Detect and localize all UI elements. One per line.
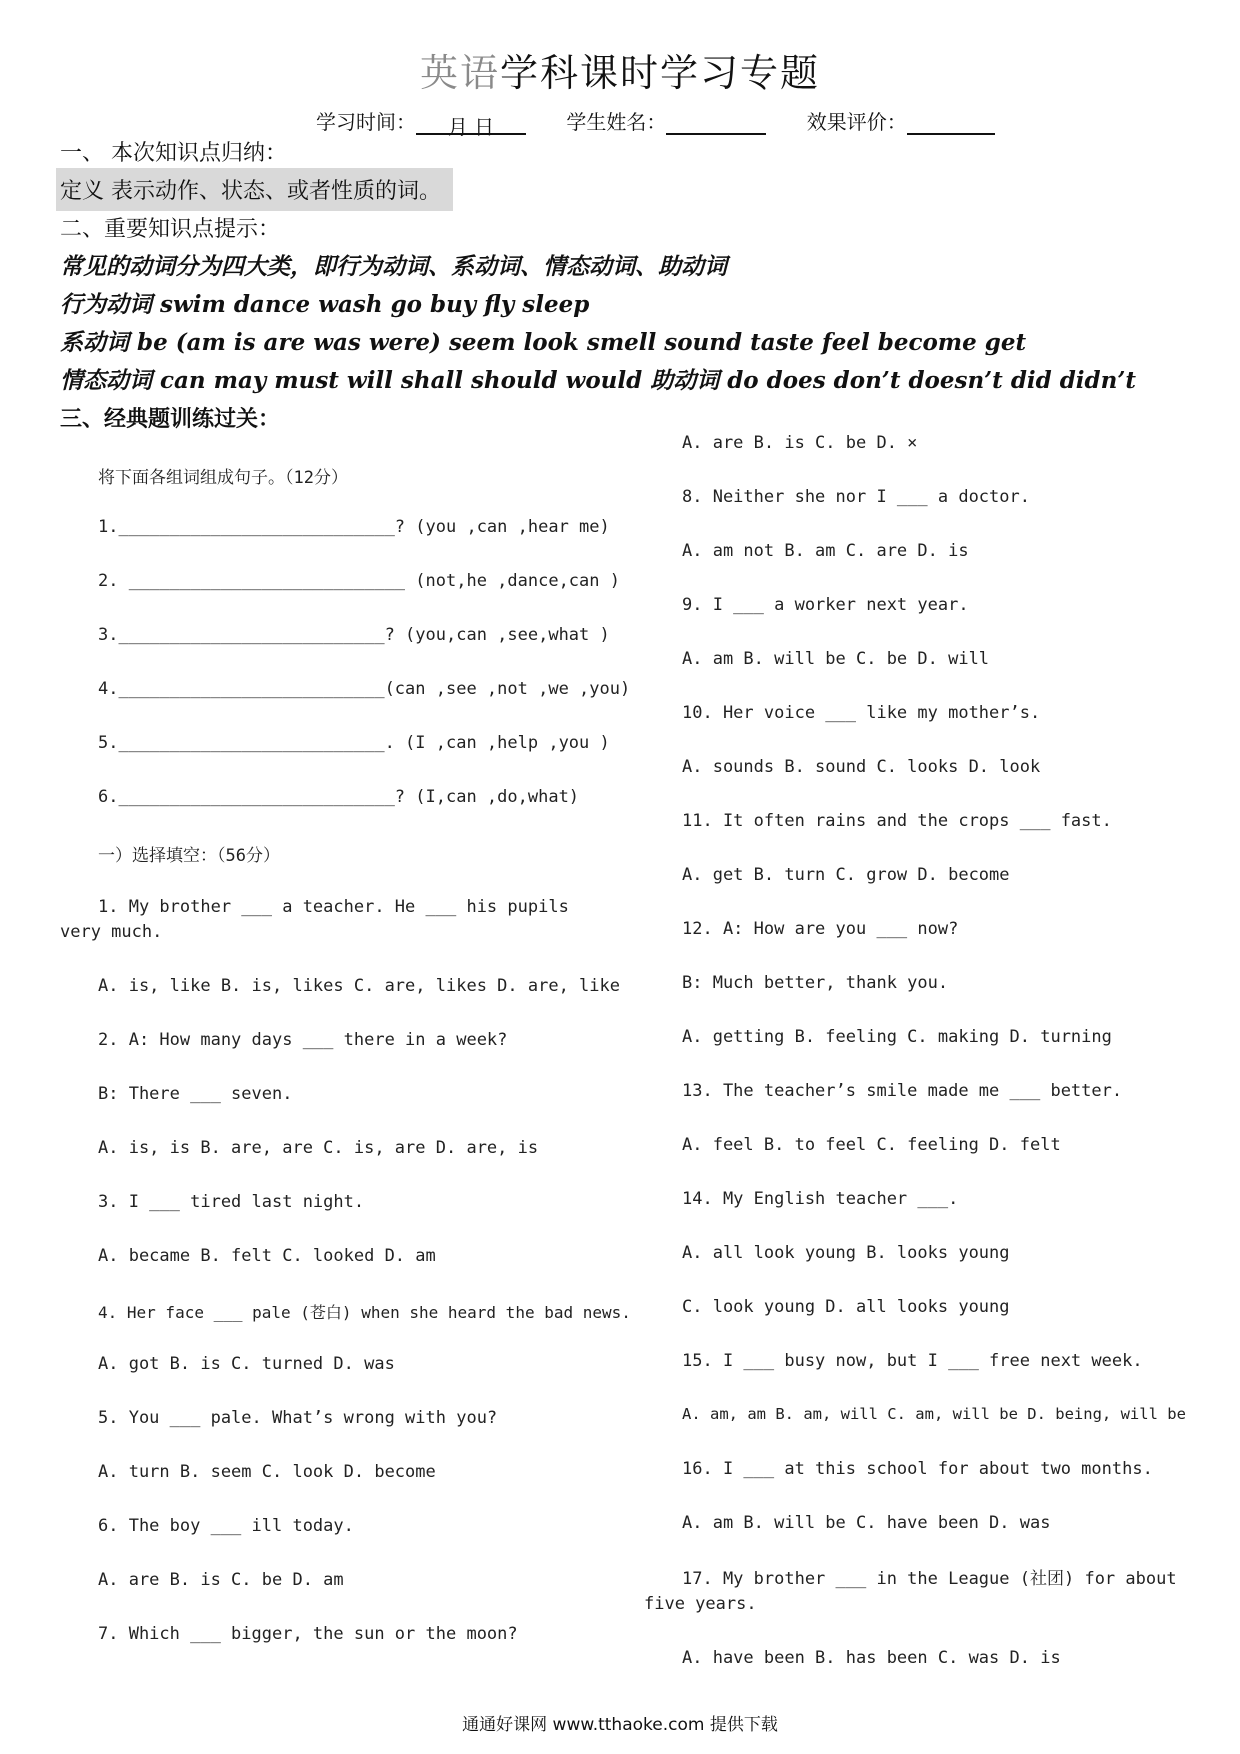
- list-item: 14. My English teacher ___.: [682, 1189, 959, 1209]
- list-item: B: There ___ seven.: [98, 1084, 293, 1104]
- list-item: A. got B. is C. turned D. was: [98, 1354, 395, 1374]
- footer-credit: 通通好课网 www.tthaoke.com 提供下载: [462, 1715, 778, 1735]
- evaluation-label: 效果评价：: [806, 110, 907, 134]
- list-item: C. look young D. all looks young: [682, 1297, 1010, 1317]
- list-item: A. getting B. feeling C. making D. turning: [682, 1027, 1112, 1047]
- list-item: 5.__________________________. (I ,can ,help ,you ): [98, 733, 610, 753]
- list-item: A. turn B. seem C. look D. become: [98, 1462, 436, 1482]
- key-point-line: 系动词 be (am is are was were) seem look smell sound taste feel become get: [60, 329, 1027, 356]
- list-item: A. am, am B. am, will C. am, will be D. being, will be: [682, 1405, 1186, 1423]
- key-point-line: 常见的动词分为四大类，即行为动词、系动词、情态动词、助动词: [60, 253, 727, 280]
- list-item: A. am not B. am C. are D. is: [682, 541, 969, 561]
- list-item: 10. Her voice ___ like my mother’s.: [682, 703, 1041, 723]
- list-item: A. feel B. to feel C. feeling D. felt: [682, 1135, 1061, 1155]
- evaluation-field[interactable]: [907, 111, 995, 135]
- list-item: 16. I ___ at this school for about two months.: [682, 1459, 1153, 1479]
- definition-box: 定义 表示动作、状态、或者性质的词。: [56, 168, 453, 211]
- list-item: 3. I ___ tired last night.: [98, 1192, 365, 1212]
- list-item: 2. ___________________________ (not,he ,dance,can ): [98, 571, 620, 591]
- list-item: 1. My brother ___ a teacher. He ___ his pupils very much.: [60, 897, 569, 942]
- title-subject: 英语: [419, 51, 500, 95]
- list-item: 4.__________________________(can ,see ,not ,we ,you): [98, 679, 631, 699]
- section3-heading: 三、经典题训练过关：: [60, 407, 281, 432]
- list-item: 8. Neither she nor I ___ a doctor.: [682, 487, 1030, 507]
- list-item: A. am B. will be C. have been D. was: [682, 1513, 1051, 1533]
- list-item: 2. A: How many days ___ there in a week?: [98, 1030, 508, 1050]
- list-item: 6.___________________________? (I,can ,do,what): [98, 787, 580, 807]
- list-item: A. all look young B. looks young: [682, 1243, 1010, 1263]
- list-item: 7. Which ___ bigger, the sun or the moon?: [98, 1624, 518, 1644]
- list-item: A. is, like B. is, likes C. are, likes D. are, like: [98, 976, 620, 996]
- list-item: A. sounds B. sound C. looks D. look: [682, 757, 1041, 777]
- list-item: A. is, is B. are, are C. is, are D. are, is: [98, 1138, 539, 1158]
- list-item: 5. You ___ pale. What’s wrong with you?: [98, 1408, 498, 1428]
- list-item: 13. The teacher’s smile made me ___ better.: [682, 1081, 1123, 1101]
- list-item: 6. The boy ___ ill today.: [98, 1516, 354, 1536]
- student-name-label: 学生姓名：: [566, 110, 667, 134]
- list-item: A. get B. turn C. grow D. become: [682, 865, 1010, 885]
- list-item: 3.__________________________? (you,can ,see,what ): [98, 625, 610, 645]
- list-item: 4. Her face ___ pale (苍白) when she heard the bad news.: [98, 1303, 631, 1322]
- study-time-label: 学习时间：: [316, 110, 416, 134]
- list-item: A. am B. will be C. be D. will: [682, 649, 990, 669]
- list-item: 11. It often rains and the crops ___ fast.: [682, 811, 1112, 831]
- list-item: A. are B. is C. be D. am: [98, 1570, 344, 1590]
- key-point-line: 情态动词 can may must will shall should would 助动词 do does don’t doesn’t did didn’t: [60, 367, 1136, 394]
- key-point-line: 行为动词 swim dance wash go buy fly sleep: [60, 291, 590, 318]
- list-item: 12. A: How are you ___ now?: [682, 919, 959, 939]
- title-main: 学科课时学习专题: [500, 51, 821, 95]
- list-item: 一）选择填空：（56分）: [98, 846, 280, 866]
- list-item: 将下面各组词组成句子。（12分）: [98, 468, 348, 488]
- list-item: A. became B. felt C. looked D. am: [98, 1246, 436, 1266]
- section1-heading: 一、 本次知识点归纳：: [60, 141, 287, 166]
- list-item: A. are B. is C. be D. ×: [682, 433, 918, 453]
- list-item: 15. I ___ busy now, but I ___ free next week.: [682, 1351, 1143, 1371]
- list-item: B: Much better, thank you.: [682, 973, 949, 993]
- list-item: 17. My brother ___ in the League (社团) for about five years.: [644, 1569, 1177, 1614]
- meta-row: [316, 106, 995, 139]
- month-day-field[interactable]: 月 日: [416, 111, 526, 135]
- list-item: 9. I ___ a worker next year.: [682, 595, 969, 615]
- list-item: A. have been B. has been C. was D. is: [682, 1648, 1061, 1668]
- section2-heading: 二、重要知识点提示：: [60, 217, 281, 242]
- list-item: 1.___________________________? (you ,can ,hear me): [98, 517, 610, 537]
- page-title: [0, 42, 1240, 97]
- student-name-field[interactable]: [666, 111, 766, 135]
